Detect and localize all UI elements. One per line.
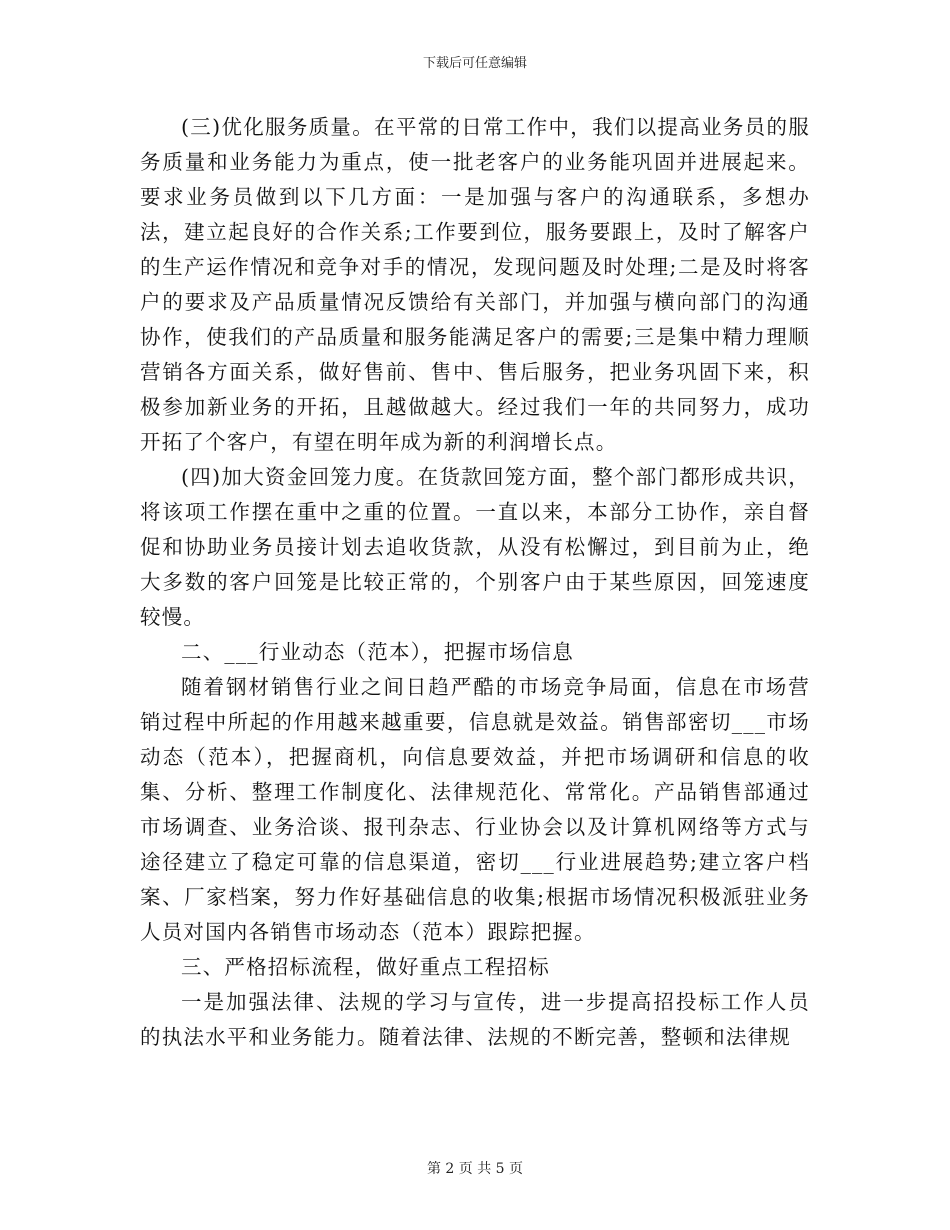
paragraph-legal-study: 一是加强法律、法规的学习与宣传，进一步提高招投标工作人员的执法水平和业务能力。随着法律、法规的不断完善，整顿和法律规 — [140, 990, 810, 1049]
section-heading-industry-trends: 二、___行业动态（范本），把握市场信息 — [181, 640, 574, 664]
paragraph-fund-recovery: (四)加大资金回笼力度。在货款回笼方面，整个部门都形成共识，将该项工作摆在重中之重的位置。一直以来，本部分工协作，亲自督促和协助业务员接计划去追收货款，从没有松懈过，到目前为止，绝大多数的客户回笼是比较正常的，个别客户由于某些原因，回笼速度较慢。 — [140, 465, 810, 629]
paragraph-optimize-service: (三)优化服务质量。在平常的日常工作中，我们以提高业务员的服务质量和业务能力为重点，使一批老客户的业务能巩固并进展起来。要求业务员做到以下几方面：一是加强与客户的沟通联系，多想办法，建立起良好的合作关系;工作要到位，服务要跟上，及时了解客户的生产运作情况和竞争对手的情况，发现问题及时处理;二是及时将客户的要求及产品质量情况反馈给有关部门，并加强与横向部门的沟通协作，使我们的产品质量和服务能满足客户的需要;三是集中精力理顺营销各方面关系，做好售前、售中、售后服务，把业务巩固下来，积极参加新业务的开拓，且越做越大。经过我们一年的共同努力，成功开拓了个客户，有望在明年成为新的利润增长点。 — [140, 115, 810, 454]
page-footer: 第 2 页 共 5 页 — [426, 1161, 524, 1177]
section-heading-bidding: 三、严格招标流程，做好重点工程招标 — [181, 955, 550, 979]
paragraph-market-info: 随着钢材销售行业之间日趋严酷的市场竞争局面，信息在市场营销过程中所起的作用越来越重要，信息就是效益。销售部密切___市场动态（范本），把握商机，向信息要效益，并把市场调研和信息的收集、分析、整理工作制度化、法律规范化、常常化。产品销售部通过市场调查、业务洽谈、报刊杂志、行业协会以及计算机网络等方式与途径建立了稳定可靠的信息渠道，密切___行业进展趋势;建立客户档案、厂家档案，努力作好基础信息的收集;根据市场情况积极派驻业务人员对国内各销售市场动态（范本）跟踪把握。 — [140, 675, 810, 944]
document-body — [140, 110, 810, 1055]
page-header: 下载后可任意编辑 — [422, 56, 527, 71]
